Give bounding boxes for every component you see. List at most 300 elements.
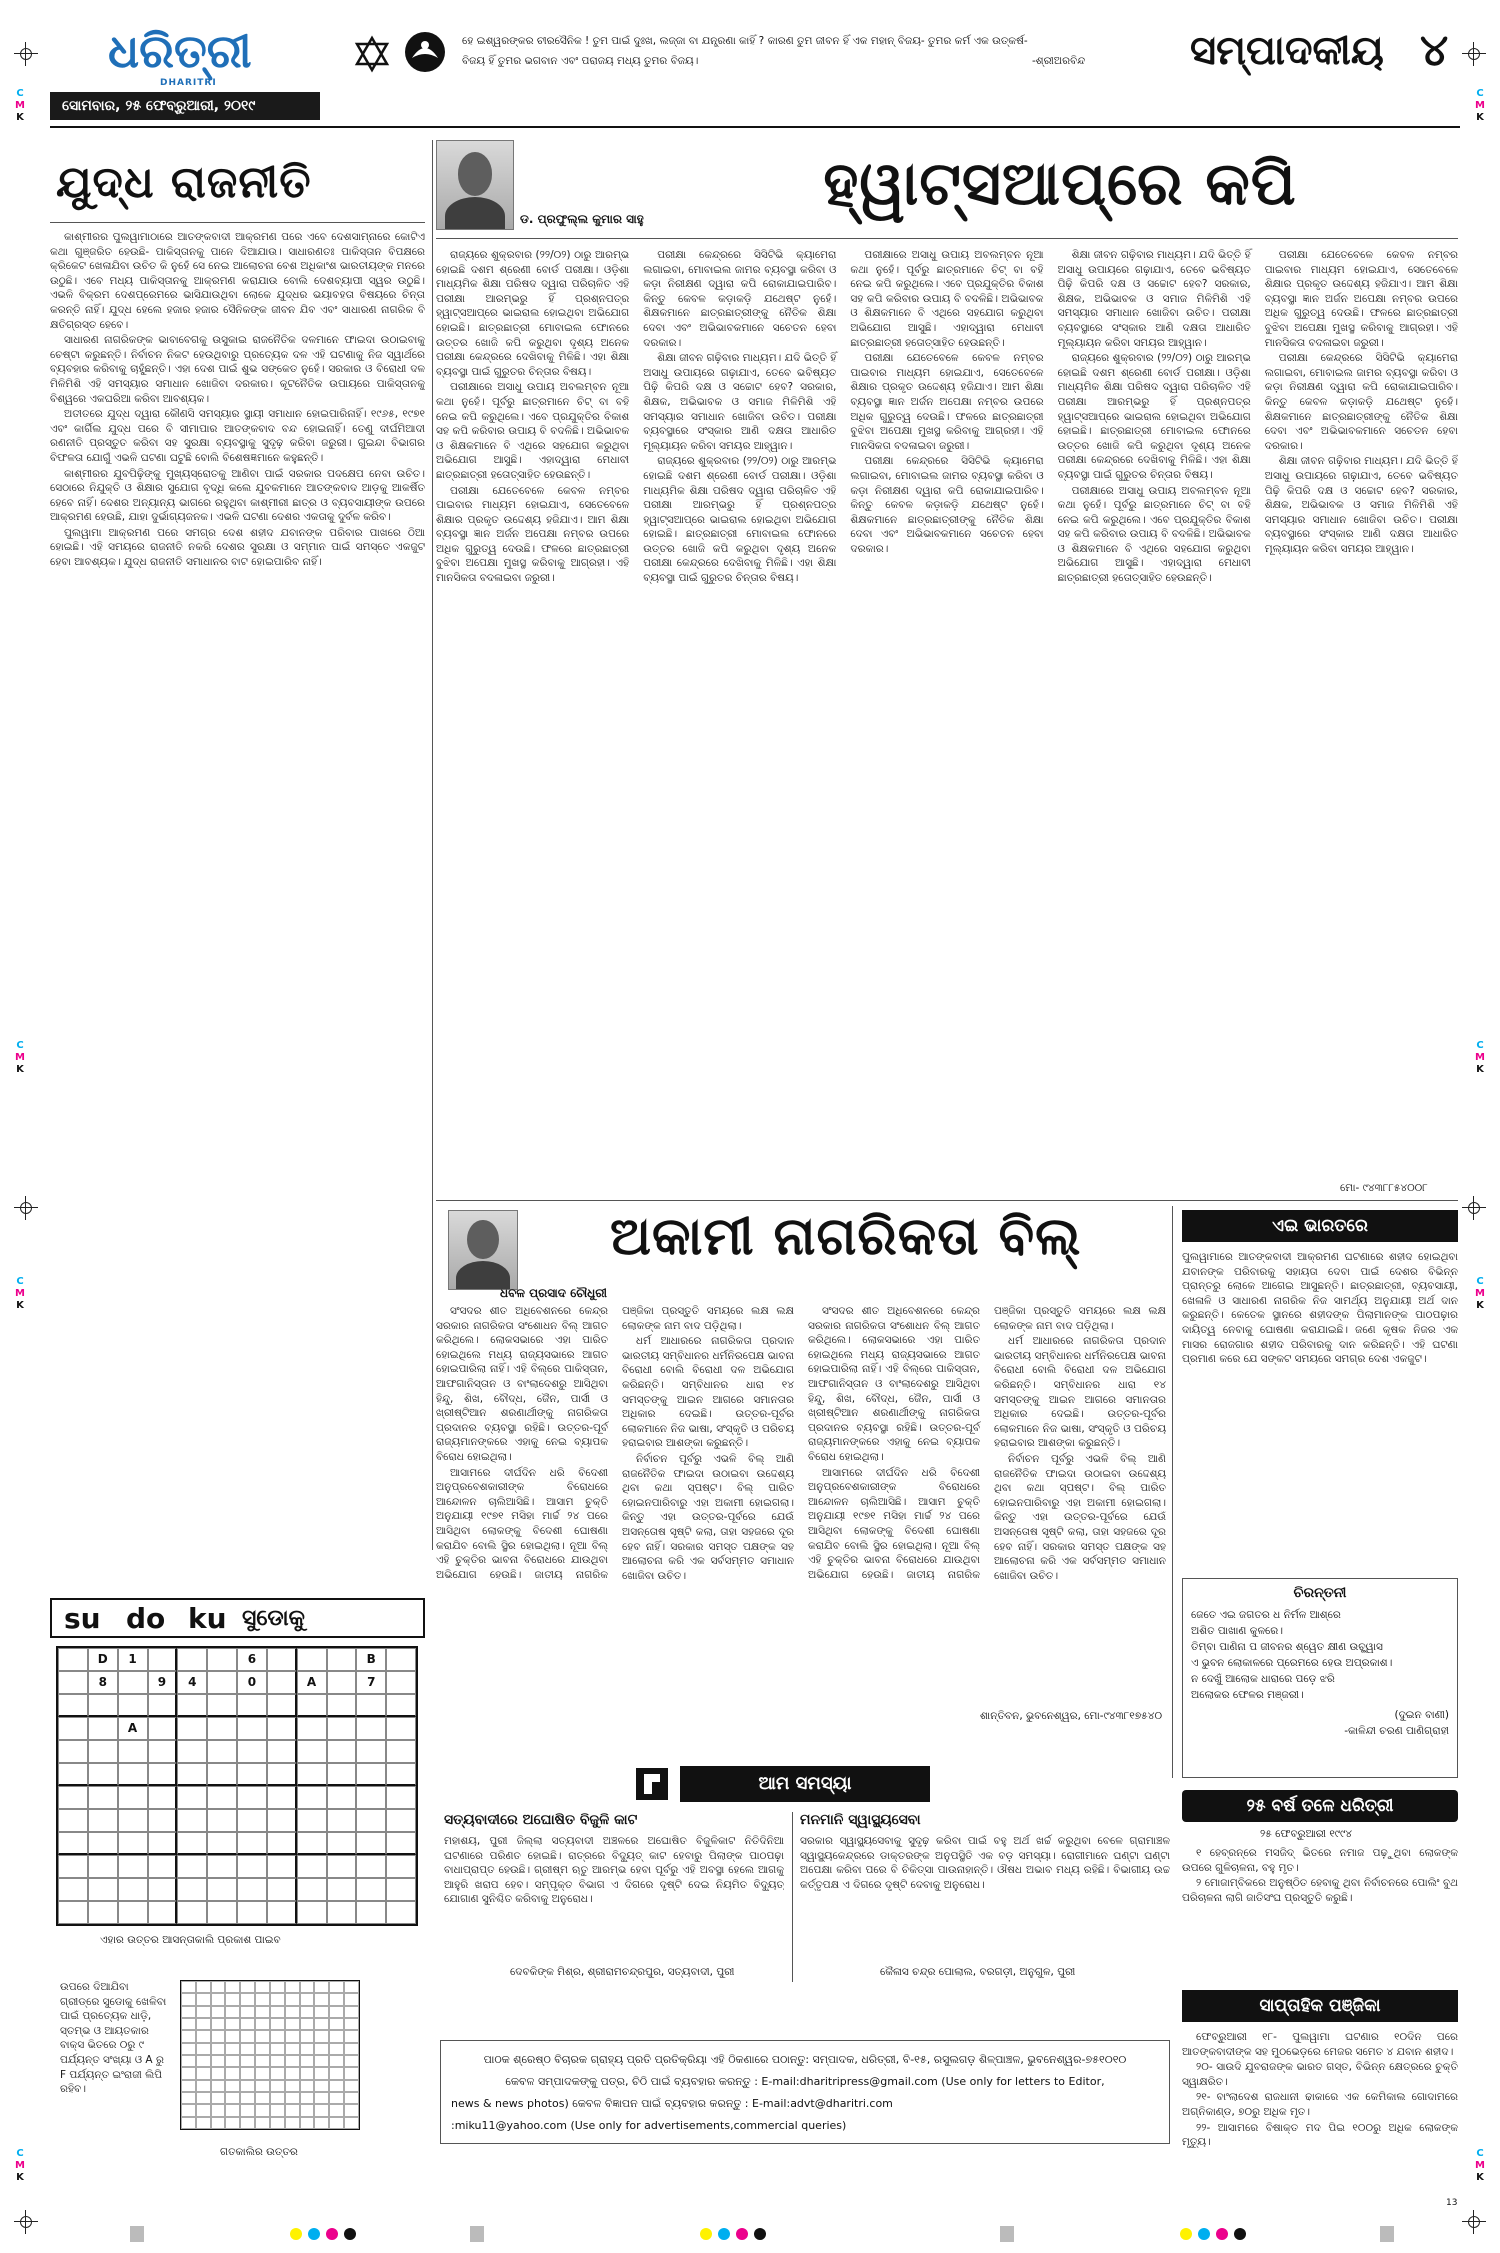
logo[interactable]: ଧରିତ୍ରୀ bbox=[108, 24, 252, 78]
solution-cell bbox=[255, 1981, 270, 1993]
sudoku-cell[interactable] bbox=[386, 1901, 416, 1924]
problem-left-body: ମହାଶୟ, ପୁରୀ ଜିଲ୍ଲା ସତ୍ୟବାଦୀ ଅଞ୍ଚଳରେ ଅଘୋଷିତ ବିଜୁଳିକାଟ ନିତିଦିନିଆ ଘଟଣାରେ ପରିଣତ ହୋଇଛି। ରାତ୍ରରେ ବିଦ୍ୟୁତ୍ କାଟ ହେବାରୁ ପିଲାଙ୍କ ପାଠପଢ଼ା ବାଧାପ୍ରାପ୍ତ ହେଉଛି। ଗ୍ରୀଷ୍ମ ଋତୁ ଆରମ୍ଭ ହେବା ପୂର୍ବରୁ ଏହି ଅବସ୍ଥା ହେଲେ ଆଗକୁ ଆହୁରି ଖରାପ ହେବ। ସମ୍ପୃକ୍ତ ବିଭାଗ ଏ ଦିଗରେ ଦୃଷ୍ଟି ଦେଇ ନିୟମିତ ବିଦ୍ୟୁତ୍ ଯୋଗାଣ ସୁନିଶ୍ଚିତ କରିବାକୁ ଅନୁରୋଧ। bbox=[444, 1835, 784, 1906]
solution-cell bbox=[225, 2080, 240, 2092]
sudoku-cell[interactable] bbox=[267, 1717, 297, 1740]
sudoku-cell[interactable] bbox=[177, 1694, 207, 1717]
sudoku-cell[interactable] bbox=[58, 1740, 88, 1763]
sudoku-cell[interactable] bbox=[207, 1809, 237, 1832]
solution-cell bbox=[225, 2117, 240, 2129]
sudoku-cell[interactable] bbox=[148, 1855, 178, 1878]
article2-body: ସଂସଦର ଶୀତ ଅଧିବେଶନରେ କେନ୍ଦ୍ର ସରକାର ନାଗରିକତା ସଂଶୋଧନ ବିଲ୍ ଆଗତ କରିଥିଲେ। ଲୋକସଭାରେ ଏହା ପାରିତ ହୋଇଥିଲେ ମଧ୍ୟ ରାଜ୍ୟସଭାରେ ଆଗତ ହୋଇପାରିଲା ନାହିଁ। ଏହି ବିଲ୍‌ରେ ପାକିସ୍ତାନ, ଆଫଗାନିସ୍ତାନ ଓ ବାଂଲାଦେଶରୁ ଆସିଥିବା ହିନ୍ଦୁ, ଶିଖ, ବୌଦ୍ଧ, ଜୈନ, ପାର୍ସୀ ଓ ଖ୍ରୀଷ୍ଟିଆନ ଶରଣାର୍ଥୀଙ୍କୁ ନାଗରିକତା ପ୍ରଦାନର ବ୍ୟବସ୍ଥା ରହିଛି। ଉତ୍ତର-ପୂର୍ବ ରାଜ୍ୟମାନଙ୍କରେ ଏହାକୁ ନେଇ ବ୍ୟାପକ ବିରୋଧ ହୋଇଥିଲା। ଆସାମରେ ଦୀର୍ଘଦିନ ଧରି ବିଦେଶୀ ଅନୁପ୍ରବେଶକାରୀଙ୍କ ବିରୋଧରେ ଆନ୍ଦୋଳନ ଚାଲିଆସିଛି। ଆସାମ ଚୁକ୍ତି ଅନୁଯାୟୀ ୧୯୭୧ ମସିହା ମାର୍ଚ୍ଚ ୨୪ ପରେ ଆସିଥିବା ଲୋକଙ୍କୁ ବିଦେଶୀ ଘୋଷଣା କରାଯିବ ବୋଲି ସ୍ଥିର ହୋଇଥିଲା। ନୂଆ ବିଲ୍ ଏହି ଚୁକ୍ତିର ଭାବନା ବିରୋଧରେ ଯାଉଥିବା ଅଭିଯୋଗ ହେଉଛି। ଜାତୀୟ ନାଗରିକ ପଞ୍ଜିକା ପ୍ରସ୍ତୁତି ସମୟରେ ଲକ୍ଷ ଲକ୍ଷ ଲୋକଙ୍କ ନାମ ବାଦ ପଡ଼ିଥିଲା। ଧର୍ମ ଆଧାରରେ ନାଗରିକତା ପ୍ରଦାନ ଭାରତୀୟ ସମ୍ବିଧାନର ଧର୍ମନିରପେକ୍ଷ ଭାବନା ବିରୋଧୀ ବୋଲି ବିରୋଧୀ ଦଳ ଅଭିଯୋଗ କରିଛନ୍ତି। ସମ୍ବିଧାନର ଧାରା ୧୪ ସମସ୍ତଙ୍କୁ ଆଇନ ଆଗରେ ସମାନତାର ଅଧିକାର ଦେଇଛି। ଉତ୍ତର-ପୂର୍ବର ଲୋକମାନେ ନିଜ ଭାଷା, ସଂସ୍କୃତି ଓ ପରିଚୟ ହରାଇବାର ଆଶଙ୍କା କରୁଛନ୍ତି। ନିର୍ବାଚନ ପୂର୍ବରୁ ଏଭଳି ବିଲ୍ ଆଣି ରାଜନୈତିକ ଫାଇଦା ଉଠାଇବା ଉଦ୍ଦେଶ୍ୟ ଥିବା କଥା ସ୍ପଷ୍ଟ। ବିଲ୍ ପାରିତ ହୋଇନପାରିବାରୁ ଏହା ଅକାମୀ ହୋଇଗଲା। କିନ୍ତୁ ଏହା ଉତ୍ତର-ପୂର୍ବରେ ଯେଉଁ ଅସନ୍ତୋଷ ସୃଷ୍ଟି କଲା, ତାହା ସହଜରେ ଦୂର ହେବ ନାହିଁ। ସରକାର ସମସ୍ତ ପକ୍ଷଙ୍କ ସହ ଆଲୋଚନା କରି ଏକ ସର୍ବସମ୍ମତ ସମାଧାନ ଖୋଜିବା ଉଚିତ। ସଂସଦର ଶୀତ ଅଧିବେଶନରେ କେନ୍ଦ୍ର ସରକାର ନାଗରିକତା ସଂଶୋଧନ ବିଲ୍ ଆଗତ କରିଥିଲେ। ଲୋକସଭାରେ ଏହା ପାରିତ ହୋଇଥିଲେ ମଧ୍ୟ ରାଜ୍ୟସଭାରେ ଆଗତ ହୋଇପାରିଲା ନାହିଁ। ଏହି ବିଲ୍‌ରେ ପାକିସ୍ତାନ, ଆଫଗାନିସ୍ତାନ ଓ ବାଂଲାଦେଶରୁ ଆସିଥିବା ହିନ୍ଦୁ, ଶିଖ, ବୌଦ୍ଧ, ଜୈନ, ପାର୍ସୀ ଓ ଖ୍ରୀଷ୍ଟିଆନ ଶରଣାର୍ଥୀଙ୍କୁ ନାଗରିକତା ପ୍ରଦାନର ବ୍ୟବସ୍ଥା ରହିଛି। ଉତ୍ତର-ପୂର୍ବ ରାଜ୍ୟମାନଙ୍କରେ ଏହାକୁ ନେଇ ବ୍ୟାପକ ବିରୋଧ ହୋଇଥିଲା। ଆସାମରେ ଦୀର୍ଘଦିନ ଧରି ବିଦେଶୀ ଅନୁପ୍ରବେଶକାରୀଙ୍କ ବିରୋଧରେ ଆନ୍ଦୋଳନ ଚାଲିଆସିଛି। ଆସାମ ଚୁକ୍ତି ଅନୁଯାୟୀ ୧୯୭୧ ମସିହା ମାର୍ଚ୍ଚ ୨୪ ପରେ ଆସିଥିବା ଲୋକଙ୍କୁ ବିଦେଶୀ ଘୋଷଣା କରାଯିବ ବୋଲି ସ୍ଥିର ହୋଇଥିଲା। ନୂଆ ବିଲ୍ ଏହି ଚୁକ୍ତିର ଭାବନା ବିରୋଧରେ ଯାଉଥିବା ଅଭିଯୋଗ ହେଉଛି। ଜାତୀୟ ନାଗରିକ ପଞ୍ଜିକା ପ୍ରସ୍ତୁତି ସମୟରେ ଲକ୍ଷ ଲକ୍ଷ ଲୋକଙ୍କ ନାମ ବାଦ ପଡ଼ିଥିଲା। ଧର୍ମ ଆଧାରରେ ନାଗରିକତା ପ୍ରଦାନ ଭାରତୀୟ ସମ୍ବିଧାନର ଧର୍ମନିରପେକ୍ଷ ଭାବନା ବିରୋଧୀ ବୋଲି ବିରୋଧୀ ଦଳ ଅଭିଯୋଗ କରିଛନ୍ତି। ସମ୍ବିଧାନର ଧାରା ୧୪ ସମସ୍ତଙ୍କୁ ଆଇନ ଆଗରେ ସମାନତାର ଅଧିକାର ଦେଇଛି। ଉତ୍ତର-ପୂର୍ବର ଲୋକମାନେ ନିଜ ଭାଷା, ସଂସ୍କୃତି ଓ ପରିଚୟ ହରାଇବାର ଆଶଙ୍କା କରୁଛନ୍ତି। ନିର୍ବାଚନ ପୂର୍ବରୁ ଏଭଳି ବିଲ୍ ଆଣି ରାଜନୈତିକ ଫାଇଦା ଉଠାଇବା ଉଦ୍ଦେଶ୍ୟ ଥିବା କଥା ସ୍ପଷ୍ଟ। ବିଲ୍ ପାରିତ ହୋଇନପାରିବାରୁ ଏହା ଅକାମୀ ହୋଇଗଲା। କିନ୍ତୁ ଏହା ଉତ୍ତର-ପୂର୍ବରେ ଯେଉଁ ଅସନ୍ତୋଷ ସୃଷ୍ଟି କଲା, ତାହା ସହଜରେ ଦୂର ହେବ ନାହିଁ। ସରକାର ସମସ୍ତ ପକ୍ଷଙ୍କ ସହ ଆଲୋଚନା କରି ଏକ ସର୍ବସମ୍ମତ ସମାଧାନ ଖୋଜିବା ଉଚିତ। bbox=[436, 1305, 1166, 1582]
cmk-mark: C M K bbox=[15, 88, 25, 123]
solution-cell bbox=[240, 2030, 255, 2042]
sudoku-cell[interactable] bbox=[207, 1855, 237, 1878]
sudoku-cell[interactable] bbox=[356, 1786, 386, 1809]
solution-cell bbox=[285, 2104, 300, 2116]
solution-cell bbox=[270, 1981, 285, 1993]
solution-cell bbox=[240, 2104, 255, 2116]
problem-right-title: ମନମାନି ସ୍ୱାସ୍ଥ୍ୟସେବା bbox=[800, 1812, 921, 1828]
calendar-entries: ଫେବ୍ରୁଆରୀ ୧୮- ପୁଲୱାମା ଘଟଣାର ୧୦ଦିନ ପରେ ଆତଙ୍କବାଦୀଙ୍କ ସହ ମୁଠଭେଡ଼ରେ ମେଜର ସମେତ ୪ ଯବାନ ଶହୀଦ। ୨୦- ସାଉଦି ଯୁବରାଜଙ୍କ ଭାରତ ଗସ୍ତ, ବିଭିନ୍ନ କ୍ଷେତ୍ରରେ ଚୁକ୍ତି ସ୍ୱାକ୍ଷରିତ। ୨୧- ବାଂଲାଦେଶ ରାଜଧାନୀ ଢାକାରେ ଏକ କେମିକାଲ ଗୋଦାମରେ ଅଗ୍ନିକାଣ୍ଡ, ୭୦ରୁ ଅଧିକ ମୃତ। ୨୨- ଆସାମରେ ବିଷାକ୍ତ ମଦ ପିଇ ୧୦୦ରୁ ଅଧିକ ଲୋକଙ୍କ ମୃତ୍ୟୁ। bbox=[1182, 2031, 1458, 2149]
solution-cell bbox=[211, 1981, 226, 1993]
solution-cell bbox=[196, 2030, 211, 2042]
solution-cell bbox=[240, 2043, 255, 2055]
sudoku-cell[interactable]: 4 bbox=[177, 1671, 207, 1694]
solution-cell bbox=[314, 2030, 329, 2042]
sudoku-cell[interactable] bbox=[58, 1855, 88, 1878]
solution-cell bbox=[344, 2018, 359, 2030]
solution-cell bbox=[285, 2080, 300, 2092]
solution-cell bbox=[285, 1993, 300, 2005]
sudoku-cell[interactable]: B bbox=[356, 1648, 386, 1671]
poem-author: -କାଳିନ୍ଦୀ ଚରଣ ପାଣିଗ୍ରାହୀ bbox=[1344, 1725, 1449, 1737]
sudoku-cell[interactable] bbox=[177, 1740, 207, 1763]
sudoku-cell[interactable]: 7 bbox=[356, 1671, 386, 1694]
sudoku-cell[interactable] bbox=[88, 1878, 118, 1901]
solution-cell bbox=[300, 2067, 315, 2079]
sudoku-cell[interactable] bbox=[58, 1786, 88, 1809]
sudoku-cell[interactable] bbox=[356, 1717, 386, 1740]
sudoku-cell[interactable] bbox=[118, 1786, 148, 1809]
footer-box bbox=[440, 2040, 1170, 2144]
sudoku-cell[interactable] bbox=[386, 1786, 416, 1809]
sudoku-cell[interactable] bbox=[148, 1763, 178, 1786]
sudoku-cell[interactable]: 1 bbox=[118, 1648, 148, 1671]
sudoku-cell[interactable] bbox=[207, 1740, 237, 1763]
sudoku-cell[interactable] bbox=[386, 1763, 416, 1786]
solution-cell bbox=[314, 2043, 329, 2055]
calendar-title: ସାପ୍ତାହିକ ପଞ୍ଜିକା bbox=[1182, 1990, 1458, 2022]
sudoku-cell[interactable] bbox=[207, 1694, 237, 1717]
sudoku-cell[interactable] bbox=[267, 1648, 297, 1671]
solution-cell bbox=[255, 2018, 270, 2030]
problem-left-title: ସତ୍ୟବାଦୀରେ ଅଘୋଷିତ ବିଜୁଳି କାଟ bbox=[444, 1812, 638, 1828]
sudoku-cell[interactable] bbox=[88, 1855, 118, 1878]
sudoku-cell[interactable] bbox=[118, 1832, 148, 1855]
solution-cell bbox=[300, 1993, 315, 2005]
solution-cell bbox=[211, 2104, 226, 2116]
sudoku-cell[interactable] bbox=[88, 1763, 118, 1786]
sudoku-cell[interactable] bbox=[386, 1717, 416, 1740]
solution-cell bbox=[344, 2117, 359, 2129]
solution-cell bbox=[196, 2117, 211, 2129]
solution-cell bbox=[329, 2018, 344, 2030]
sudoku-cell[interactable] bbox=[267, 1878, 297, 1901]
sudoku-cell[interactable] bbox=[207, 1717, 237, 1740]
solution-cell bbox=[181, 2006, 196, 2018]
sudoku-cell[interactable] bbox=[297, 1694, 327, 1717]
sudoku-cell[interactable] bbox=[327, 1763, 357, 1786]
solution-cell bbox=[211, 2080, 226, 2092]
solution-cell bbox=[240, 1993, 255, 2005]
sudoku-cell[interactable] bbox=[297, 1901, 327, 1924]
article2-author: ଧବଳ ପ୍ରସାଦ ଚୌଧୁରୀ bbox=[500, 1286, 608, 1300]
sudoku-cell[interactable] bbox=[177, 1786, 207, 1809]
solution-cell bbox=[181, 2055, 196, 2067]
sudoku-cell[interactable]: A bbox=[297, 1671, 327, 1694]
solution-cell bbox=[181, 2067, 196, 2079]
solution-cell bbox=[225, 2006, 240, 2018]
solution-cell bbox=[270, 2092, 285, 2104]
problem-right-body: ସରକାର ସ୍ୱାସ୍ଥ୍ୟସେବାକୁ ସୁଦୃଢ଼ କରିବା ପାଇଁ ବହୁ ଅର୍ଥ ଖର୍ଚ୍ଚ କରୁଥିବା ବେଳେ ଗ୍ରାମାଞ୍ଚଳ ସ୍ୱାସ୍ଥ୍ୟକେନ୍ଦ୍ରରେ ଡାକ୍ତରଙ୍କ ଅନୁପସ୍ଥିତି ଏକ ବଡ଼ ସମସ୍ୟା। ରୋଗୀମାନେ ଘଣ୍ଟା ଘଣ୍ଟା ଅପେକ୍ଷା କରିବା ପରେ ବି ଚିକିତ୍ସା ପାଉନାହାନ୍ତି। ଔଷଧ ଅଭାବ ମଧ୍ୟ ରହିଛି। ବିଭାଗୀୟ ଉଚ୍ଚ କର୍ତ୍ତୃପକ୍ଷ ଏ ଦିଗରେ ଦୃଷ୍ଟି ଦେବାକୁ ଅନୁରୋଧ। bbox=[800, 1835, 1170, 1891]
sudoku-cell[interactable] bbox=[207, 1832, 237, 1855]
solution-cell bbox=[181, 2030, 196, 2042]
article2-contact: ଶାନ୍ତିବନ, ଭୁବନେଶ୍ୱର, ମୋ-୯୪୩୮୧୭୫୪୦ bbox=[980, 1710, 1163, 1722]
solution-cell bbox=[255, 2006, 270, 2018]
sudoku-cell[interactable] bbox=[177, 1763, 207, 1786]
sudoku-cell[interactable] bbox=[327, 1855, 357, 1878]
footer-line-2[interactable]: କେବଳ ସମ୍ପାଦକଙ୍କୁ ପତ୍ର, ଚିଠି ପାଇଁ ବ୍ୟବହାର କରନ୍ତୁ : E-mail:dharitripress@gmail.com (Use only for letters to Editor, bbox=[505, 2075, 1105, 2088]
solution-cell bbox=[255, 1993, 270, 2005]
sudoku-cell[interactable] bbox=[267, 1901, 297, 1924]
sudoku-cell[interactable] bbox=[386, 1809, 416, 1832]
sudoku-cell[interactable] bbox=[148, 1878, 178, 1901]
sudoku-cell[interactable] bbox=[207, 1786, 237, 1809]
solution-cell bbox=[255, 2104, 270, 2116]
sudoku-cell[interactable] bbox=[148, 1694, 178, 1717]
editorial-title: ଯୁଦ୍ଧ ରାଜନୀତି bbox=[56, 157, 312, 208]
sudoku-cell[interactable] bbox=[237, 1740, 267, 1763]
poem-line: ଅଶିତ ପାଖାଣ କୁଳରେ। bbox=[1191, 1625, 1283, 1637]
solution-cell bbox=[300, 2043, 315, 2055]
solution-cell bbox=[255, 2055, 270, 2067]
sudoku-cell[interactable] bbox=[88, 1717, 118, 1740]
solution-cell bbox=[196, 2006, 211, 2018]
solution-cell bbox=[329, 1981, 344, 1993]
sudoku-cell[interactable] bbox=[297, 1717, 327, 1740]
sudoku-cell[interactable] bbox=[207, 1901, 237, 1924]
star-of-david-icon bbox=[352, 34, 392, 74]
solution-cell bbox=[285, 2006, 300, 2018]
solution-cell bbox=[314, 2104, 329, 2116]
solution-cell bbox=[181, 2104, 196, 2116]
article1-headline: ହ୍ୱାଟ୍ସଆପ୍‌ରେ କପି bbox=[823, 149, 1297, 219]
solution-cell bbox=[270, 2043, 285, 2055]
quote-line-2: ବିଜୟ ହିଁ ତୁମର ଭଗବାନ ଏବଂ ପରାଜୟ ମଧ୍ୟ ତୁମର ବିଜୟ। bbox=[462, 55, 699, 67]
india-box-title: ଏଇ ଭାରତରେ bbox=[1182, 1210, 1458, 1242]
solution-cell bbox=[196, 1981, 211, 1993]
sudoku-cell[interactable] bbox=[148, 1717, 178, 1740]
sudoku-cell[interactable] bbox=[297, 1832, 327, 1855]
sudoku-cell[interactable] bbox=[118, 1901, 148, 1924]
solution-cell bbox=[240, 2018, 255, 2030]
solution-cell bbox=[211, 2055, 226, 2067]
sudoku-cell[interactable] bbox=[118, 1671, 148, 1694]
sudoku-cell[interactable] bbox=[177, 1717, 207, 1740]
solution-cell bbox=[300, 2117, 315, 2129]
sudoku-cell[interactable]: 9 bbox=[148, 1671, 178, 1694]
sudoku-instructions: ଉପରେ ଦିଆଯିବା ଗ୍ରୀଡ୍‌ରେ ସୁଡୋକୁ ଖେଳିବା ପାଇଁ ପ୍ରତ୍ୟେକ ଧାଡ଼ି, ସ୍ତମ୍ଭ ଓ ଆୟତକାର ବାକ୍ସ ଭିତରେ ୦ରୁ ୯ ପର୍ଯ୍ୟନ୍ତ ସଂଖ୍ୟା ଓ A ରୁ F ପର୍ଯ୍ୟନ୍ତ ଇଂରାଜୀ ଲିପି ରହିବ। bbox=[60, 1981, 167, 2096]
solution-cell bbox=[285, 2030, 300, 2042]
sudoku-cell[interactable] bbox=[88, 1832, 118, 1855]
solution-cell bbox=[211, 2067, 226, 2079]
solution-cell bbox=[211, 1993, 226, 2005]
sudoku-cell[interactable] bbox=[237, 1832, 267, 1855]
sudoku-cell[interactable] bbox=[148, 1809, 178, 1832]
sudoku-cell[interactable] bbox=[118, 1855, 148, 1878]
cmk-mark: C M K bbox=[1475, 2148, 1485, 2183]
solution-cell bbox=[196, 2080, 211, 2092]
registration-mark-icon bbox=[14, 2210, 38, 2234]
solution-cell bbox=[240, 2092, 255, 2104]
sudoku-cell[interactable]: 6 bbox=[237, 1648, 267, 1671]
sudoku-cell[interactable] bbox=[177, 1855, 207, 1878]
sudoku-cell[interactable] bbox=[327, 1878, 357, 1901]
solution-cell bbox=[211, 2043, 226, 2055]
solution-cell bbox=[300, 2030, 315, 2042]
sudoku-cell[interactable] bbox=[297, 1809, 327, 1832]
solution-cell bbox=[314, 1993, 329, 2005]
sudoku-cell[interactable] bbox=[237, 1717, 267, 1740]
sudoku-cell[interactable] bbox=[58, 1671, 88, 1694]
solution-cell bbox=[196, 2067, 211, 2079]
sudoku-cell[interactable] bbox=[267, 1763, 297, 1786]
sudoku-cell[interactable] bbox=[327, 1740, 357, 1763]
sudoku-cell[interactable] bbox=[327, 1832, 357, 1855]
footer-line-1: ପାଠକ ଶ୍ରେଷ୍ଠ ବିଚାରକ ଗ୍ରାହ୍ୟ ପ୍ରତି ପ୍ରତିକ୍ରିୟା ଏହି ଠିକଣାରେ ପଠାନ୍ତୁ: ସମ୍ପାଦକ, ଧରିତ୍ରୀ, ବି-୧୫, ରସୁଲଗଡ଼ ଶିଳ୍ପାଞ୍ଚଳ, ଭୁବନେଶ୍ୱର-୭୫୧୦୧୦ bbox=[483, 2053, 1127, 2066]
sudoku-title: su do ku ସୁଡୋକୁ bbox=[50, 1598, 425, 1638]
cmk-mark: C M K bbox=[1475, 1040, 1485, 1075]
solution-cell bbox=[344, 2006, 359, 2018]
solution-cell bbox=[285, 2043, 300, 2055]
sudoku-cell[interactable] bbox=[327, 1786, 357, 1809]
sudoku-cell[interactable] bbox=[58, 1832, 88, 1855]
sudoku-cell[interactable] bbox=[177, 1809, 207, 1832]
solution-cell bbox=[181, 2080, 196, 2092]
solution-cell bbox=[181, 1981, 196, 1993]
sudoku-cell[interactable] bbox=[148, 1786, 178, 1809]
solution-cell bbox=[329, 2092, 344, 2104]
sudoku-cell[interactable] bbox=[267, 1809, 297, 1832]
sudoku-cell[interactable] bbox=[327, 1648, 357, 1671]
sudoku-cell[interactable] bbox=[118, 1694, 148, 1717]
solution-cell bbox=[270, 2030, 285, 2042]
poem-box bbox=[1182, 1578, 1458, 1778]
cmk-mark: C M K bbox=[15, 2148, 25, 2183]
sudoku-cell[interactable] bbox=[148, 1740, 178, 1763]
sudoku-cell[interactable] bbox=[177, 1832, 207, 1855]
solution-cell bbox=[270, 2067, 285, 2079]
solution-cell bbox=[329, 2030, 344, 2042]
sudoku-cell[interactable] bbox=[356, 1763, 386, 1786]
sudoku-cell[interactable] bbox=[267, 1832, 297, 1855]
quote-line-1: ହେ ଇଶ୍ୱରଙ୍କର ଚୀରସୈନିକ ! ତୁମ ପାଇଁ ଦୁଃଖ, ଲଜ୍ଜା ବା ଯନ୍ତ୍ରଣା କାହିଁ ? କାରଣ ତୁମ ଜୀବନ ହିଁ ଏକ ମହାନ୍ ବିଜୟ- ତୁମର କର୍ମ ଏକ ଉତ୍କର୍ଷ- bbox=[462, 35, 1028, 47]
solution-cell bbox=[344, 2055, 359, 2067]
sudoku-cell[interactable] bbox=[237, 1786, 267, 1809]
solution-cell bbox=[300, 2018, 315, 2030]
sudoku-cell[interactable] bbox=[327, 1694, 357, 1717]
sudoku-cell[interactable] bbox=[356, 1832, 386, 1855]
sudoku-cell[interactable] bbox=[177, 1648, 207, 1671]
editorial-body: କାଶ୍ମୀରର ପୁଲୱାମାଠାରେ ଆତଙ୍କବାଦୀ ଆକ୍ରମଣ ପରେ ଏବେ ଦେଶସାମ୍ନାରେ କୋଟିଏ କଥା ଗୁଞ୍ଜରିତ ହେଉଛି- ପାକିସ୍ତାନକୁ ପାନେ ଦିଆଯାଉ। ସାଧାରଣତଃ ପାକିସ୍ତାନ ବିପକ୍ଷରେ କ୍ରିକେଟ ଖେଳାଯିବା ଉଚିତ କି ନୁହେଁ ସେ ନେଇ ଆଲୋଚନା ବେଶ ଅଧିକାଂଶ ଭାରତୀୟଙ୍କ ମନରେ ଉଠୁଛି। ଏବେ ମଧ୍ୟ ପାକିସ୍ତାନକୁ ଆକ୍ରମଣ କରାଯାଉ ବୋଲି ଦେଶବ୍ୟାପୀ ସ୍ୱର ଉଠୁଛି। ଏଭଳି ବିକ୍ରମ ଦେଶପ୍ରେମରେ ଭାସିଯାଉଥିବା ଲୋକେ ଯୁଦ୍ଧର ଭୟାବହତା ବିଷୟରେ ଚିନ୍ତା କରନ୍ତି ନାହିଁ। ଯୁଦ୍ଧ ହେଲେ ହଜାର ହଜାର ସୈନିକଙ୍କ ଜୀବନ ଯିବ ଏବଂ ସାଧାରଣ ନାଗରିକ ବି କ୍ଷତିଗ୍ରସ୍ତ ହେବେ। ସାଧାରଣ ନାଗରିକଙ୍କ ଭାବାବେଗକୁ ଉସୁକାଇ ରାଜନୈତିକ ଦଳମାନେ ଫାଇଦା ଉଠାଇବାକୁ ଚେଷ୍ଟା କରୁଛନ୍ତି। ନିର୍ବାଚନ ନିକଟ ହେଉଥିବାରୁ ପ୍ରତ୍ୟେକ ଦଳ ଏହି ଘଟଣାକୁ ନିଜ ସ୍ୱାର୍ଥରେ ବ୍ୟବହାର କରିବାକୁ ଚାହୁଁଛନ୍ତି। ଏହା ଦେଶ ପାଇଁ ଶୁଭ ସଙ୍କେତ ନୁହେଁ। ସରକାର ଓ ବିରୋଧୀ ଦଳ ମିଳିମିଶି ଏହି ସମସ୍ୟାର ସମାଧାନ ଖୋଜିବା ଦରକାର। କୂଟନୈତିକ ଉପାୟରେ ପାକିସ୍ତାନକୁ ବିଶ୍ୱରେ ଏକଘରିଆ କରିବା ଆବଶ୍ୟକ। ଅତୀତରେ ଯୁଦ୍ଧ ଦ୍ୱାରା କୌଣସି ସମସ୍ୟାର ସ୍ଥାୟୀ ସମାଧାନ ହୋଇପାରିନାହିଁ। ୧୯୬୫, ୧୯୭୧ ଏବଂ କାର୍ଗିଲ ଯୁଦ୍ଧ ପରେ ବି ସୀମାପାର ଆତଙ୍କବାଦ ବନ୍ଦ ହୋଇନାହିଁ। ତେଣୁ ଦୀର୍ଘମିଆଦୀ ରଣନୀତି ପ୍ରସ୍ତୁତ କରିବା ସହ ସୁରକ୍ଷା ବ୍ୟବସ୍ଥାକୁ ସୁଦୃଢ଼ କରିବା ଜରୁରୀ। ଗୁଇନ୍ଦା ବିଭାଗର ବିଫଳତା ଯୋଗୁଁ ଏଭଳି ଘଟଣା ଘଟୁଛି ବୋଲି ବିଶେଷଜ୍ଞମାନେ କହୁଛନ୍ତି। କାଶ୍ମୀରର ଯୁବପିଢ଼ିଙ୍କୁ ମୁଖ୍ୟସ୍ରୋତକୁ ଆଣିବା ପାଇଁ ସରକାର ପଦକ୍ଷେପ ନେବା ଉଚିତ। ସେଠାରେ ନିଯୁକ୍ତି ଓ ଶିକ୍ଷାର ସୁଯୋଗ ବୃଦ୍ଧି କଲେ ଯୁବକମାନେ ଆତଙ୍କବାଦ ଆଡ଼କୁ ଆକର୍ଷିତ ହେବେ ନାହିଁ। ଦେଶର ଅନ୍ୟାନ୍ୟ ଭାଗରେ ରହୁଥିବା କାଶ୍ମୀରୀ ଛାତ୍ର ଓ ବ୍ୟବସାୟୀଙ୍କ ଉପରେ ଆକ୍ରମଣ ହେଉଛି, ଯାହା ଦୁର୍ଭାଗ୍ୟଜନକ। ଏଭଳି ଘଟଣା ଦେଶର ଏକତାକୁ ଦୁର୍ବଳ କରିବ। ପୁଲୱାମା ଆକ୍ରମଣ ପରେ ସମଗ୍ର ଦେଶ ଶହୀଦ ଯବାନଙ୍କ ପରିବାର ପାଖରେ ଠିଆ ହୋଇଛି। ଏହି ସମୟରେ ରାଜନୀତି ନକରି ଦେଶର ସୁରକ୍ଷା ଓ ସମ୍ମାନ ପାଇଁ ସମସ୍ତେ ଏକଜୁଟ ହେବା ଆବଶ୍ୟକ। ଯୁଦ୍ଧ ରାଜନୀତି ସମାଧାନର ବାଟ ହୋଇପାରିବ ନାହିଁ। bbox=[50, 231, 425, 569]
sudoku-grid[interactable] bbox=[56, 1646, 418, 1926]
sudoku-cell[interactable] bbox=[327, 1901, 357, 1924]
sudoku-cell[interactable] bbox=[356, 1878, 386, 1901]
date-bar: ସୋମବାର, ୨୫ ଫେବ୍ରୁଆରୀ, ୨୦୧୯ bbox=[50, 92, 320, 120]
problem-mark-icon bbox=[634, 1766, 670, 1802]
sudoku-cell[interactable]: D bbox=[88, 1648, 118, 1671]
sudoku-cell[interactable] bbox=[237, 1694, 267, 1717]
sudoku-cell[interactable] bbox=[297, 1740, 327, 1763]
solution-cell bbox=[240, 2080, 255, 2092]
flashback-date: ୨୫ ଫେବ୍ରୁଆରୀ ୧୯୯୪ bbox=[1260, 1828, 1352, 1840]
solution-cell bbox=[300, 2055, 315, 2067]
cmk-mark: C M K bbox=[1475, 88, 1485, 123]
sudoku-cell[interactable] bbox=[356, 1855, 386, 1878]
sudoku-cell[interactable] bbox=[118, 1763, 148, 1786]
sudoku-cell[interactable] bbox=[58, 1717, 88, 1740]
sudoku-cell[interactable] bbox=[58, 1648, 88, 1671]
sudoku-cell[interactable]: 0 bbox=[237, 1671, 267, 1694]
solution-cell bbox=[196, 2092, 211, 2104]
sudoku-cell[interactable] bbox=[237, 1809, 267, 1832]
solution-cell bbox=[211, 2117, 226, 2129]
solution-cell bbox=[314, 2092, 329, 2104]
article1-body: ରାଜ୍ୟରେ ଶୁକ୍ରବାର (୨୨/୦୨) ଠାରୁ ଆରମ୍ଭ ହୋଇଛି ଦଶମ ଶ୍ରେଣୀ ବୋର୍ଡ ପରୀକ୍ଷା। ଓଡ଼ିଶା ମାଧ୍ୟମିକ ଶିକ୍ଷା ପରିଷଦ ଦ୍ୱାରା ପରିଚାଳିତ ଏହି ପରୀକ୍ଷା ଆରମ୍ଭରୁ ହିଁ ପ୍ରଶ୍ନପତ୍ର ହ୍ୱାଟ୍ସଆପ୍‌ରେ ଭାଇରାଲ ହୋଇଥିବା ଅଭିଯୋଗ ହୋଇଛି। ଛାତ୍ରଛାତ୍ରୀ ମୋବାଇଲ ଫୋନରେ ଉତ୍ତର ଖୋଜି କପି କରୁଥିବା ଦୃଶ୍ୟ ଅନେକ ପରୀକ୍ଷା କେନ୍ଦ୍ରରେ ଦେଖିବାକୁ ମିଳିଛି। ଏହା ଶିକ୍ଷା ବ୍ୟବସ୍ଥା ପାଇଁ ଗୁରୁତର ଚିନ୍ତାର ବିଷୟ। ପରୀକ୍ଷାରେ ଅସାଧୁ ଉପାୟ ଅବଲମ୍ବନ ନୂଆ କଥା ନୁହେଁ। ପୂର୍ବରୁ ଛାତ୍ରମାନେ ଚିଟ୍ ବା ବହି ନେଇ କପି କରୁଥିଲେ। ଏବେ ପ୍ରଯୁକ୍ତିର ବିକାଶ ସହ କପି କରିବାର ଉପାୟ ବି ବଦଳିଛି। ଅଭିଭାବକ ଓ ଶିକ୍ଷକମାନେ ବି ଏଥିରେ ସହଯୋଗ କରୁଥିବା ଅଭିଯୋଗ ଆସୁଛି। ଏହାଦ୍ୱାରା ମେଧାବୀ ଛାତ୍ରଛାତ୍ରୀ ହତୋତ୍ସାହିତ ହେଉଛନ୍ତି। ପରୀକ୍ଷା ଯେତେବେଳେ କେବଳ ନମ୍ବର ପାଇବାର ମାଧ୍ୟମ ହୋଇଯାଏ, ସେତେବେଳେ ଶିକ୍ଷାର ପ୍ରକୃତ ଉଦ୍ଦେଶ୍ୟ ହଜିଯାଏ। ଆମ ଶିକ୍ଷା ବ୍ୟବସ୍ଥା ଜ୍ଞାନ ଅର୍ଜନ ଅପେକ୍ଷା ନମ୍ବର ଉପରେ ଅଧିକ ଗୁରୁତ୍ୱ ଦେଉଛି। ଫଳରେ ଛାତ୍ରଛାତ୍ରୀ ବୁଝିବା ଅପେକ୍ଷା ମୁଖସ୍ଥ କରିବାକୁ ଆଗ୍ରହୀ। ଏହି ମାନସିକତା ବଦଳାଇବା ଜରୁରୀ। ପରୀକ୍ଷା କେନ୍ଦ୍ରରେ ସିସିଟିଭି କ୍ୟାମେରା ଲଗାଇବା, ମୋବାଇଲ ଜାମର ବ୍ୟବସ୍ଥା କରିବା ଓ କଡ଼ା ନିରୀକ୍ଷଣ ଦ୍ୱାରା କପି ରୋକାଯାଇପାରିବ। କିନ୍ତୁ କେବଳ କଡ଼ାକଡ଼ି ଯଥେଷ୍ଟ ନୁହେଁ। ଶିକ୍ଷକମାନେ ଛାତ୍ରଛାତ୍ରୀଙ୍କୁ ନୈତିକ ଶିକ୍ଷା ଦେବା ଏବଂ ଅଭିଭାବକମାନେ ସଚେତନ ହେବା ଦରକାର। ଶିକ୍ଷା ଜୀବନ ଗଢ଼ିବାର ମାଧ୍ୟମ। ଯଦି ଭିତ୍ତି ହିଁ ଅସାଧୁ ଉପାୟରେ ଗଢ଼ାଯାଏ, ତେବେ ଭବିଷ୍ୟତ ପିଢ଼ି କିପରି ଦକ୍ଷ ଓ ସଚ୍ଚୋଟ ହେବ? ସରକାର, ଶିକ୍ଷକ, ଅଭିଭାବକ ଓ ସମାଜ ମିଳିମିଶି ଏହି ସମସ୍ୟାର ସମାଧାନ ଖୋଜିବା ଉଚିତ। ପରୀକ୍ଷା ବ୍ୟବସ୍ଥାରେ ସଂସ୍କାର ଆଣି ଦକ୍ଷତା ଆଧାରିତ ମୂଲ୍ୟାୟନ କରିବା ସମୟର ଆହ୍ୱାନ। ରାଜ୍ୟରେ ଶୁକ୍ରବାର (୨୨/୦୨) ଠାରୁ ଆରମ୍ଭ ହୋଇଛି ଦଶମ ଶ୍ରେଣୀ ବୋର୍ଡ ପରୀକ୍ଷା। ଓଡ଼ିଶା ମାଧ୍ୟମିକ ଶିକ୍ଷା ପରିଷଦ ଦ୍ୱାରା ପରିଚାଳିତ ଏହି ପରୀକ୍ଷା ଆରମ୍ଭରୁ ହିଁ ପ୍ରଶ୍ନପତ୍ର ହ୍ୱାଟ୍ସଆପ୍‌ରେ ଭାଇରାଲ ହୋଇଥିବା ଅଭିଯୋଗ ହୋଇଛି। ଛାତ୍ରଛାତ୍ରୀ ମୋବାଇଲ ଫୋନରେ ଉତ୍ତର ଖୋଜି କପି କରୁଥିବା ଦୃଶ୍ୟ ଅନେକ ପରୀକ୍ଷା କେନ୍ଦ୍ରରେ ଦେଖିବାକୁ ମିଳିଛି। ଏହା ଶିକ୍ଷା ବ୍ୟବସ୍ଥା ପାଇଁ ଗୁରୁତର ଚିନ୍ତାର ବିଷୟ। ପରୀକ୍ଷାରେ ଅସାଧୁ ଉପାୟ ଅବଲମ୍ବନ ନୂଆ କଥା ନୁହେଁ। ପୂର୍ବରୁ ଛାତ୍ରମାନେ ଚିଟ୍ ବା ବହି ନେଇ କପି କରୁଥିଲେ। ଏବେ ପ୍ରଯୁକ୍ତିର ବିକାଶ ସହ କପି କରିବାର ଉପାୟ ବି ବଦଳିଛି। ଅଭିଭାବକ ଓ ଶିକ୍ଷକମାନେ ବି ଏଥିରେ ସହଯୋଗ କରୁଥିବା ଅଭିଯୋଗ ଆସୁଛି। ଏହାଦ୍ୱାରା ମେଧାବୀ ଛାତ୍ରଛାତ୍ରୀ ହତୋତ୍ସାହିତ ହେଉଛନ୍ତି। ପରୀକ୍ଷା ଯେତେବେଳେ କେବଳ ନମ୍ବର ପାଇବାର ମାଧ୍ୟମ ହୋଇଯାଏ, ସେତେବେଳେ ଶିକ୍ଷାର ପ୍ରକୃତ ଉଦ୍ଦେଶ୍ୟ ହଜିଯାଏ। ଆମ ଶିକ୍ଷା ବ୍ୟବସ୍ଥା ଜ୍ଞାନ ଅର୍ଜନ ଅପେକ୍ଷା ନମ୍ବର ଉପରେ ଅଧିକ ଗୁରୁତ୍ୱ ଦେଉଛି। ଫଳରେ ଛାତ୍ରଛାତ୍ରୀ ବୁଝିବା ଅପେକ୍ଷା ମୁଖସ୍ଥ କରିବାକୁ ଆଗ୍ରହୀ। ଏହି ମାନସିକତା ବଦଳାଇବା ଜରୁରୀ। ପରୀକ୍ଷା କେନ୍ଦ୍ରରେ ସିସିଟିଭି କ୍ୟାମେରା ଲଗାଇବା, ମୋବାଇଲ ଜାମର ବ୍ୟବସ୍ଥା କରିବା ଓ କଡ଼ା ନିରୀକ୍ଷଣ ଦ୍ୱାରା କପି ରୋକାଯାଇପାରିବ। କିନ୍ତୁ କେବଳ କଡ଼ାକଡ଼ି ଯଥେଷ୍ଟ ନୁହେଁ। ଶିକ୍ଷକମାନେ ଛାତ୍ରଛାତ୍ରୀଙ୍କୁ ନୈତିକ ଶିକ୍ଷା ଦେବା ଏବଂ ଅଭିଭାବକମାନେ ସଚେତନ ହେବା ଦରକାର। ଶିକ୍ଷା ଜୀବନ ଗଢ଼ିବାର ମାଧ୍ୟମ। ଯଦି ଭିତ୍ତି ହିଁ ଅସାଧୁ ଉପାୟରେ ଗଢ଼ାଯାଏ, ତେବେ ଭବିଷ୍ୟତ ପିଢ଼ି କିପରି ଦକ୍ଷ ଓ ସଚ୍ଚୋଟ ହେବ? ସରକାର, ଶିକ୍ଷକ, ଅଭିଭାବକ ଓ ସମାଜ ମିଳିମିଶି ଏହି ସମସ୍ୟାର ସମାଧାନ ଖୋଜିବା ଉଚିତ। ପରୀକ୍ଷା ବ୍ୟବସ୍ଥାରେ ସଂସ୍କାର ଆଣି ଦକ୍ଷତା ଆଧାରିତ ମୂଲ୍ୟାୟନ କରିବା ସମୟର ଆହ୍ୱାନ। ରାଜ୍ୟରେ ଶୁକ୍ରବାର (୨୨/୦୨) ଠାରୁ ଆରମ୍ଭ ହୋଇଛି ଦଶମ ଶ୍ରେଣୀ ବୋର୍ଡ ପରୀକ୍ଷା। ଓଡ଼ିଶା ମାଧ୍ୟମିକ ଶିକ୍ଷା ପରିଷଦ ଦ୍ୱାରା ପରିଚାଳିତ ଏହି ପରୀକ୍ଷା ଆରମ୍ଭରୁ ହିଁ ପ୍ରଶ୍ନପତ୍ର ହ୍ୱାଟ୍ସଆପ୍‌ରେ ଭାଇରାଲ ହୋଇଥିବା ଅଭିଯୋଗ ହୋଇଛି। ଛାତ୍ରଛାତ୍ରୀ ମୋବାଇଲ ଫୋନରେ ଉତ୍ତର ଖୋଜି କପି କରୁଥିବା ଦୃଶ୍ୟ ଅନେକ ପରୀକ୍ଷା କେନ୍ଦ୍ରରେ ଦେଖିବାକୁ ମିଳିଛି। ଏହା ଶିକ୍ଷା ବ୍ୟବସ୍ଥା ପାଇଁ ଗୁରୁତର ଚିନ୍ତାର ବିଷୟ। ପରୀକ୍ଷାରେ ଅସାଧୁ ଉପାୟ ଅବଲମ୍ବନ ନୂଆ କଥା ନୁହେଁ। ପୂର୍ବରୁ ଛାତ୍ରମାନେ ଚିଟ୍ ବା ବହି ନେଇ କପି କରୁଥିଲେ। ଏବେ ପ୍ରଯୁକ୍ତିର ବିକାଶ ସହ କପି କରିବାର ଉପାୟ ବି ବଦଳିଛି। ଅଭିଭାବକ ଓ ଶିକ୍ଷକମାନେ ବି ଏଥିରେ ସହଯୋଗ କରୁଥିବା ଅଭିଯୋଗ ଆସୁଛି। ଏହାଦ୍ୱାରା ମେଧାବୀ ଛାତ୍ରଛାତ୍ରୀ ହତୋତ୍ସାହିତ ହେଉଛନ୍ତି। ପରୀକ୍ଷା ଯେତେବେଳେ କେବଳ ନମ୍ବର ପାଇବାର ମାଧ୍ୟମ ହୋଇଯାଏ, ସେତେବେଳେ ଶିକ୍ଷାର ପ୍ରକୃତ ଉଦ୍ଦେଶ୍ୟ ହଜିଯାଏ। ଆମ ଶିକ୍ଷା ବ୍ୟବସ୍ଥା ଜ୍ଞାନ ଅର୍ଜନ ଅପେକ୍ଷା ନମ୍ବର ଉପରେ ଅଧିକ ଗୁରୁତ୍ୱ ଦେଉଛି। ଫଳରେ ଛାତ୍ରଛାତ୍ରୀ ବୁଝିବା ଅପେକ୍ଷା ମୁଖସ୍ଥ କରିବାକୁ ଆଗ୍ରହୀ। ଏହି ମାନସିକତା ବଦଳାଇବା ଜରୁରୀ। ପରୀକ୍ଷା କେନ୍ଦ୍ରରେ ସିସିଟିଭି କ୍ୟାମେରା ଲଗାଇବା, ମୋବାଇଲ ଜାମର ବ୍ୟବସ୍ଥା କରିବା ଓ କଡ଼ା ନିରୀକ୍ଷଣ ଦ୍ୱାରା କପି ରୋକାଯାଇପାରିବ। କିନ୍ତୁ କେବଳ କଡ଼ାକଡ଼ି ଯଥେଷ୍ଟ ନୁହେଁ। ଶିକ୍ଷକମାନେ ଛାତ୍ରଛାତ୍ରୀଙ୍କୁ ନୈତିକ ଶିକ୍ଷା ଦେବା ଏବଂ ଅଭିଭାବକମାନେ ସଚେତନ ହେବା ଦରକାର। ଶିକ୍ଷା ଜୀବନ ଗଢ଼ିବାର ମାଧ୍ୟମ। ଯଦି ଭିତ୍ତି ହିଁ ଅସାଧୁ ଉପାୟରେ ଗଢ଼ାଯାଏ, ତେବେ ଭବିଷ୍ୟତ ପିଢ଼ି କିପରି ଦକ୍ଷ ଓ ସଚ୍ଚୋଟ ହେବ? ସରକାର, ଶିକ୍ଷକ, ଅଭିଭାବକ ଓ ସମାଜ ମିଳିମିଶି ଏହି ସମସ୍ୟାର ସମାଧାନ ଖୋଜିବା ଉଚିତ। ପରୀକ୍ଷା ବ୍ୟବସ୍ଥାରେ ସଂସ୍କାର ଆଣି ଦକ୍ଷତା ଆଧାରିତ ମୂଲ୍ୟାୟନ କରିବା ସମୟର ଆହ୍ୱାନ। bbox=[436, 249, 1458, 585]
sudoku-cell[interactable] bbox=[297, 1786, 327, 1809]
solution-cell bbox=[211, 2018, 226, 2030]
registration-mark-icon bbox=[1462, 42, 1486, 66]
solution-cell bbox=[270, 2080, 285, 2092]
solution-cell bbox=[196, 2043, 211, 2055]
footer-line-4[interactable]: :miku11@yahoo.com (Use only for advertisements,commercial queries) bbox=[451, 2119, 847, 2132]
sudoku-cell[interactable] bbox=[237, 1878, 267, 1901]
article1-author: ଡ. ପ୍ରଫୁଲ୍ଲ କୁମାର ସାହୁ bbox=[520, 212, 644, 226]
solution-cell bbox=[270, 2117, 285, 2129]
solution-cell bbox=[314, 2055, 329, 2067]
author-photo bbox=[448, 1210, 518, 1290]
sudoku-solution-grid bbox=[180, 1980, 360, 2130]
sudoku-cell[interactable] bbox=[267, 1740, 297, 1763]
solution-cell bbox=[314, 2067, 329, 2079]
solution-cell bbox=[196, 2055, 211, 2067]
sudoku-cell[interactable] bbox=[356, 1901, 386, 1924]
sudoku-cell[interactable] bbox=[177, 1901, 207, 1924]
sudoku-cell[interactable] bbox=[386, 1648, 416, 1671]
sudoku-cell[interactable] bbox=[267, 1786, 297, 1809]
sudoku-cell[interactable] bbox=[88, 1786, 118, 1809]
sudoku-cell[interactable] bbox=[267, 1671, 297, 1694]
solution-cell bbox=[270, 2018, 285, 2030]
sudoku-cell[interactable] bbox=[386, 1694, 416, 1717]
registration-mark-icon bbox=[14, 42, 38, 66]
india-box-body: ପୁଲୱାମାରେ ଆତଙ୍କବାଦୀ ଆକ୍ରମଣ ଘଟଣାରେ ଶହୀଦ ହୋଇଥିବା ଯବାନଙ୍କ ପରିବାରକୁ ସହାୟତା ଦେବା ପାଇଁ ଦେଶର ବିଭିନ୍ନ ପ୍ରାନ୍ତରୁ ଲୋକେ ଆଗେଇ ଆସୁଛନ୍ତି। ଛାତ୍ରଛାତ୍ରୀ, ବ୍ୟବସାୟୀ, ଖେଳାଳି ଓ ସାଧାରଣ ନାଗରିକ ନିଜ ସାମର୍ଥ୍ୟ ଅନୁଯାୟୀ ଅର୍ଥ ଦାନ କରୁଛନ୍ତି। କେତେକ ସ୍ଥାନରେ ଶହୀଦଙ୍କ ପିଲାମାନଙ୍କ ପାଠପଢ଼ାର ଦାୟିତ୍ୱ ନେବାକୁ ଘୋଷଣା କରାଯାଇଛି। ଜଣେ କୃଷକ ନିଜର ଏକ ମାସର ରୋଜଗାର ଶହୀଦ ପରିବାରକୁ ଦାନ କରିଛନ୍ତି। ଏହି ଘଟଣା ପ୍ରମାଣ କରେ ଯେ ସଙ୍କଟ ସମୟରେ ସମଗ୍ର ଦେଶ ଏକଜୁଟ। bbox=[1182, 1251, 1458, 1366]
registration-mark-icon bbox=[1462, 2210, 1486, 2234]
sudoku-cell[interactable] bbox=[148, 1901, 178, 1924]
article1-contact: ମୋ- ୯୪୩୮୮୫୪୦୦୮ bbox=[1340, 1182, 1428, 1194]
poem-source: (ଦୁଇନ ବାଣୀ) bbox=[1394, 1709, 1449, 1721]
poem-title: ଚିରନ୍ତନୀ bbox=[1293, 1585, 1347, 1601]
solution-cell bbox=[181, 2043, 196, 2055]
sudoku-cell[interactable] bbox=[207, 1763, 237, 1786]
sudoku-cell[interactable] bbox=[148, 1832, 178, 1855]
sudoku-cell[interactable] bbox=[118, 1878, 148, 1901]
sudoku-cell[interactable] bbox=[177, 1878, 207, 1901]
sudoku-cell[interactable] bbox=[267, 1694, 297, 1717]
solution-cell bbox=[344, 2043, 359, 2055]
sudoku-cell[interactable] bbox=[327, 1671, 357, 1694]
sudoku-cell[interactable] bbox=[88, 1694, 118, 1717]
solution-cell bbox=[211, 2006, 226, 2018]
logo-sub: DHARITRI bbox=[160, 78, 217, 88]
sudoku-cell[interactable] bbox=[237, 1763, 267, 1786]
author-photo bbox=[436, 140, 514, 230]
sudoku-cell[interactable] bbox=[58, 1694, 88, 1717]
solution-cell bbox=[329, 2006, 344, 2018]
sudoku-cell[interactable] bbox=[58, 1878, 88, 1901]
quote-author: -ଶ୍ରୀଅରବିନ୍ଦ bbox=[1032, 55, 1086, 67]
sudoku-cell[interactable] bbox=[386, 1740, 416, 1763]
sudoku-cell[interactable] bbox=[148, 1648, 178, 1671]
sudoku-cell[interactable] bbox=[356, 1740, 386, 1763]
solution-cell bbox=[225, 2092, 240, 2104]
sudoku-cell[interactable] bbox=[386, 1878, 416, 1901]
sudoku-cell[interactable] bbox=[207, 1648, 237, 1671]
solution-cell bbox=[314, 2080, 329, 2092]
poem-line: ଜେତେ ଏଇ ଜଗତର ଧ ନିର୍ମଳ ଆଶ୍ରେ bbox=[1191, 1609, 1341, 1621]
solution-cell bbox=[181, 1993, 196, 2005]
poem-line: ନ ଦେଖୁଁ ଆଲୋକ ଧାରାରେ ପଡ଼େ ଝରି bbox=[1191, 1673, 1335, 1685]
solution-cell bbox=[344, 1993, 359, 2005]
solution-cell bbox=[314, 2006, 329, 2018]
registration-mark-icon bbox=[14, 1196, 38, 1220]
sudoku-cell[interactable] bbox=[207, 1878, 237, 1901]
sudoku-cell[interactable] bbox=[356, 1694, 386, 1717]
sudoku-cell[interactable] bbox=[386, 1855, 416, 1878]
solution-cell bbox=[196, 2104, 211, 2116]
sudoku-cell[interactable] bbox=[297, 1648, 327, 1671]
solution-cell bbox=[344, 2092, 359, 2104]
solution-cell bbox=[329, 2043, 344, 2055]
article2-headline: ଅକାମୀ ନାଗରିକତା ବିଲ୍ bbox=[610, 1206, 1082, 1267]
sudoku-cell[interactable] bbox=[58, 1901, 88, 1924]
sudoku-cell[interactable] bbox=[237, 1855, 267, 1878]
poem-line: ଅଲୋକର ଫେଳର ମଞ୍ଜରୀ। bbox=[1191, 1689, 1304, 1701]
sudoku-cell[interactable] bbox=[88, 1740, 118, 1763]
sudoku-cell[interactable] bbox=[386, 1832, 416, 1855]
sudoku-cell[interactable] bbox=[237, 1901, 267, 1924]
solution-cell bbox=[270, 1993, 285, 2005]
sudoku-cell[interactable]: 8 bbox=[88, 1671, 118, 1694]
sudoku-cell[interactable] bbox=[58, 1809, 88, 1832]
sudoku-cell[interactable] bbox=[297, 1878, 327, 1901]
sudoku-cell[interactable] bbox=[327, 1717, 357, 1740]
solution-cell bbox=[314, 1981, 329, 1993]
sudoku-cell[interactable] bbox=[267, 1855, 297, 1878]
solution-cell bbox=[300, 2092, 315, 2104]
solution-cell bbox=[285, 1981, 300, 1993]
sudoku-cell[interactable] bbox=[297, 1763, 327, 1786]
footer-line-3[interactable]: news & news photos) କେବଳ ବିଜ୍ଞାପନ ପାଇଁ ବ୍ୟବହାର କରନ୍ତୁ : E-mail:advt@dharitri.com bbox=[451, 2097, 893, 2110]
solution-cell bbox=[344, 2080, 359, 2092]
solution-cell bbox=[181, 2117, 196, 2129]
sudoku-cell[interactable] bbox=[88, 1809, 118, 1832]
solution-cell bbox=[314, 2117, 329, 2129]
sudoku-cell[interactable] bbox=[118, 1809, 148, 1832]
sudoku-cell[interactable] bbox=[386, 1671, 416, 1694]
sudoku-cell[interactable] bbox=[58, 1763, 88, 1786]
solution-cell bbox=[225, 1993, 240, 2005]
solution-cell bbox=[329, 1993, 344, 2005]
sudoku-cell[interactable] bbox=[327, 1809, 357, 1832]
flashback-items: ୧ ହେବ୍ରନ୍‌ରେ ମସଜିଦ୍ ଭିତରେ ନମାଜ ପଢ଼ୁଥିବା ଲୋକଙ୍କ ଉପରେ ଗୁଳିଚାଳନା, ବହୁ ମୃତ। ୨ ମୋଜାମ୍ବିକରେ ଅନୁଷ୍ଠିତ ହେବାକୁ ଥିବା ନିର୍ବାଚନରେ ପୋଲିଂ ବୁଥ ପରିଚାଳନା ଲାଗି ଜାତିସଂଘ ପ୍ରସ୍ତୁତି କରୁଛି। bbox=[1182, 1847, 1458, 1904]
sudoku-cell[interactable] bbox=[118, 1740, 148, 1763]
sudoku-cell[interactable] bbox=[88, 1901, 118, 1924]
sudoku-cell[interactable] bbox=[207, 1671, 237, 1694]
solution-cell bbox=[240, 1981, 255, 1993]
sudoku-cell[interactable]: A bbox=[118, 1717, 148, 1740]
sudoku-cell[interactable] bbox=[297, 1855, 327, 1878]
sudoku-cell[interactable] bbox=[356, 1809, 386, 1832]
